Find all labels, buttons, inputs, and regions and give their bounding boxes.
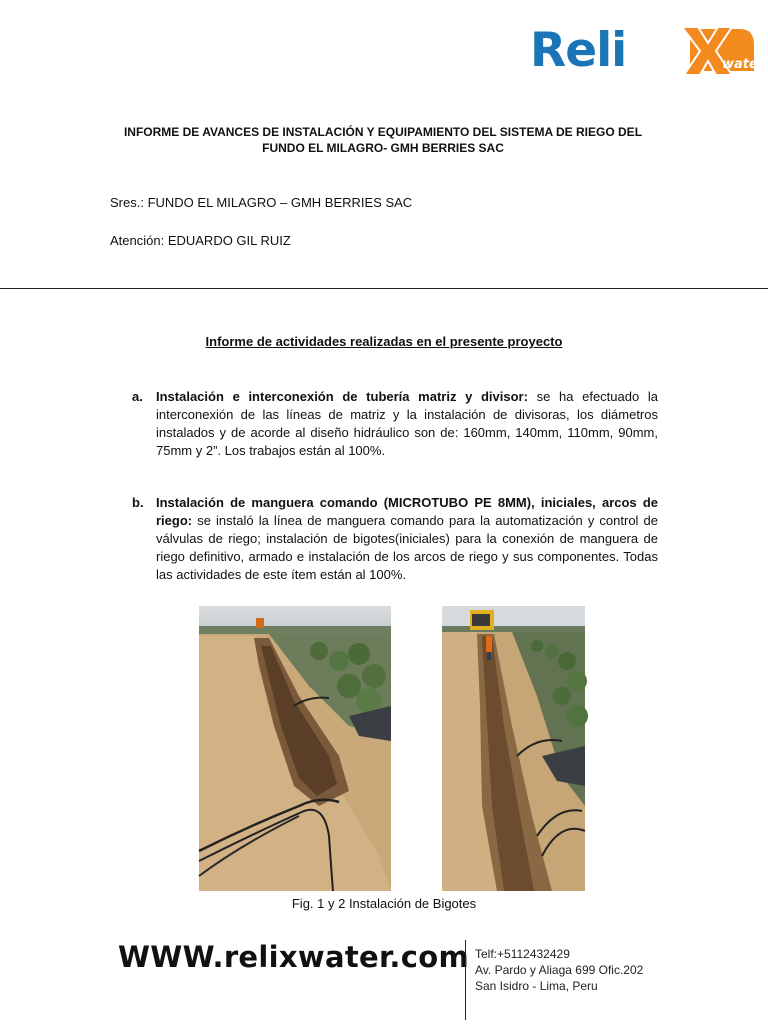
logo-text-water: water bbox=[722, 57, 765, 72]
logo-wordmark bbox=[530, 22, 626, 80]
title-line-1: INFORME DE AVANCES DE INSTALACIÓN Y EQUIPAMIENTO DEL SISTEMA DE RIEGO DEL bbox=[123, 125, 643, 139]
list-item-heading: Instalación de manguera comando (MICROTUBO PE 8MM), iniciales, arcos de riego: bbox=[156, 495, 658, 528]
logo-water-badge-icon bbox=[680, 25, 765, 75]
footer-address-line-1: Av. Pardo y Aliaga 699 Ofic.202 bbox=[475, 963, 644, 977]
header-divider bbox=[0, 288, 768, 289]
list-item-body bbox=[156, 494, 658, 584]
footer-website[interactable]: WWW.relixwater.com bbox=[118, 940, 469, 974]
footer-address-line-2: San Isidro - Lima, Peru bbox=[475, 979, 598, 993]
section-title: Informe de actividades realizadas en el presente proyecto bbox=[205, 334, 563, 349]
list-item-label: b. bbox=[132, 495, 144, 510]
relix-water-logo bbox=[530, 22, 765, 80]
footer-phone: Telf:+5112432429 bbox=[475, 947, 570, 961]
attention-line: Atención: EDUARDO GIL RUIZ bbox=[110, 233, 291, 248]
list-item-a bbox=[132, 388, 658, 460]
list-item-label: a. bbox=[132, 389, 143, 404]
list-item-b bbox=[132, 494, 658, 584]
title-line-2: FUNDO EL MILAGRO- GMH BERRIES SAC bbox=[262, 141, 504, 155]
figure-caption: Fig. 1 y 2 Instalación de Bigotes bbox=[291, 896, 477, 911]
trench-photo-1 bbox=[199, 606, 391, 891]
footer-contact bbox=[475, 946, 643, 994]
list-item-text: se ha efectuado la interconexión de las líneas de matriz y la instalación de divisoras, los diámetros instalados y de acorde al diseño hidráulico son de: 160mm, 140mm, 110mm, 90mm, 75mm y 2”. Los trabajos están al 100%. bbox=[156, 389, 658, 458]
list-item-heading: Instalación e interconexión de tubería matriz y divisor: bbox=[156, 389, 528, 404]
logo-text-reli: Reli bbox=[530, 23, 627, 78]
document-title bbox=[100, 124, 666, 156]
list-item-body bbox=[156, 388, 658, 460]
footer-divider bbox=[465, 940, 466, 1020]
trench-photo-2 bbox=[442, 606, 585, 891]
recipient-line: Sres.: FUNDO EL MILAGRO – GMH BERRIES SAC bbox=[110, 195, 413, 210]
list-item-text: se instaló la línea de manguera comando para la automatización y control de válvulas de riego; instalación de bigotes(iniciales) para la conexión de manguera de riego definitivo, armado e instalación de los arcos de riego y sus componentes. Todas las actividades de este ítem están al 100%. bbox=[156, 513, 658, 582]
